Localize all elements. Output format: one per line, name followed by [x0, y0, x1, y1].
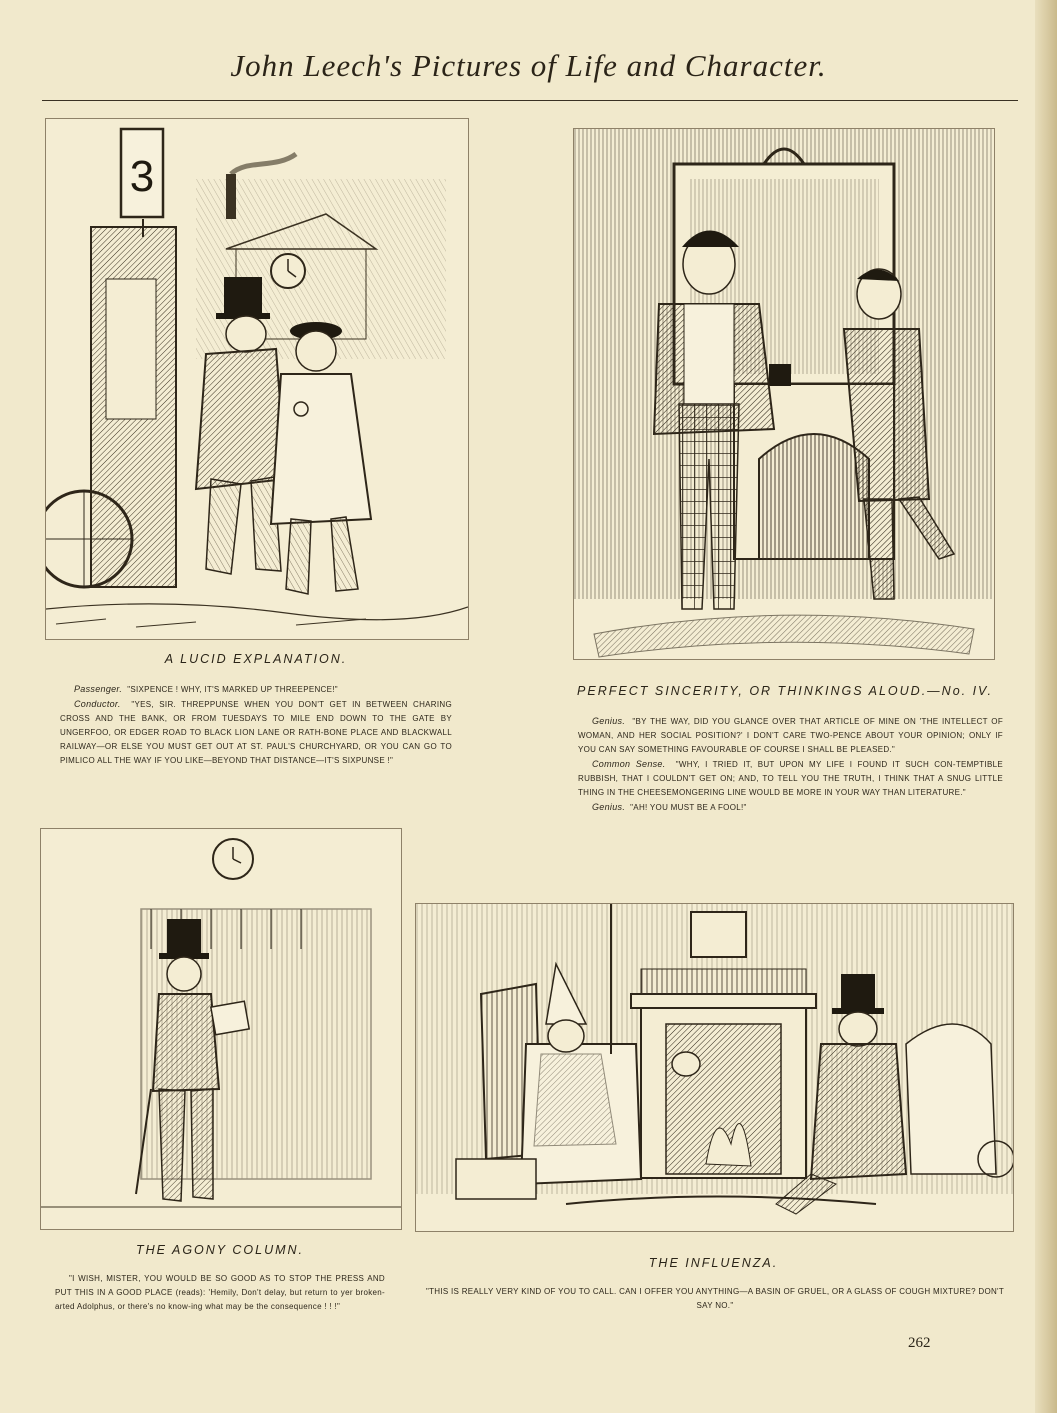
caption-text-influenza: [420, 1285, 1010, 1313]
dialogue-line-genius-2: [578, 800, 1003, 815]
fireside-scene-drawing: [416, 904, 1013, 1231]
omnibus-sign-number: 3: [129, 152, 155, 201]
header-rule: [42, 100, 1018, 101]
caption-title-lucid-explanation: A LUCID EXPLANATION.: [164, 652, 348, 666]
parlour-scene-drawing: [574, 129, 994, 659]
speech-common-sense: "WHY, I TRIED IT, BUT UPON MY LIFE I FOUND IT SUCH CON-TEMPTIBLE RUBBISH, THAT I COULDN'T GET ON; AND, TO TELL YOU THE TRUTH, I THINK THAT A SNUG LITTLE THING IN THE CHEESEMONGERING LINE WOULD BE MORE IN YOUR WAY THAN LITERATURE.": [578, 760, 1003, 797]
dialogue-line-conductor: [60, 697, 452, 768]
page-number: 262: [908, 1335, 931, 1351]
speaker-genius-2: Genius.: [592, 802, 626, 812]
caption-title-perfect-sincerity: PERFECT SINCERITY, OR THINKINGS ALOUD.—No. IV.: [577, 684, 993, 698]
speaker-common-sense: Common Sense.: [592, 759, 666, 769]
dialogue-line-genius-1: [578, 714, 1003, 757]
speaker-genius-1: Genius.: [592, 716, 626, 726]
dialogue-line-passenger: [60, 682, 452, 697]
caption-text-perfect-sincerity: [578, 714, 1003, 815]
speech-genius-2: "AH! YOU MUST BE A FOOL!": [630, 803, 747, 812]
page-edge-shadow: [1035, 0, 1057, 1413]
caption-text-lucid-explanation: [60, 682, 452, 768]
newspaper-office-drawing: [41, 829, 401, 1229]
omnibus-scene-drawing: [46, 119, 468, 639]
caption-title-agony-column: THE AGONY COLUMN.: [135, 1243, 305, 1257]
speech-genius-1: "BY THE WAY, DID YOU GLANCE OVER THAT ARTICLE OF MINE ON 'THE INTELLECT OF WOMAN, AND HER SOCIAL POSITION?' I DON'T CARE TWO-PENCE ABOUT YOUR OPINION; ONLY IF YOU CAN SAY SOMETHING FAVOURABLE OF COURSE I SHALL BE PLEASED.": [578, 717, 1004, 754]
illustration-agony-column: [40, 828, 402, 1230]
page-title: John Leech's Pictures of Life and Character.: [230, 48, 827, 83]
caption-text-agony-column: [55, 1272, 385, 1314]
caption-title-influenza: THE INFLUENZA.: [648, 1256, 779, 1270]
illustration-influenza: [415, 903, 1014, 1232]
speaker-passenger: Passenger.: [74, 684, 123, 694]
speech-passenger: "SIXPENCE ! WHY, IT'S MARKED UP THREEPENCE!": [127, 685, 338, 694]
illustration-lucid-explanation: [45, 118, 469, 640]
influenza-quote: "THIS IS REALLY VERY KIND OF YOU TO CALL. CAN I OFFER YOU ANYTHING—A BASIN OF GRUEL, OR A GLASS OF COUGH MIXTURE? DON'T SAY NO.": [425, 1287, 1005, 1310]
dialogue-line-common-sense: [578, 757, 1003, 800]
speaker-conductor: Conductor.: [74, 699, 121, 709]
speech-conductor: "YES, SIR. THREPPUNSE WHEN YOU DON'T GET IN BETWEEN CHARING CROSS AND THE BANK, OR FROM TUESDAYS TO MILE END DOWN TO THE GATE BY UNGERFOO, OR EDGER ROAD TO BLACK LION LANE OR RATH-BONE PLACE AND BLACKWALL RAILWAY—OR ELSE YOU MUST GET OUT AT ST. PAUL'S CHURCHYARD, OR YOU CAN GO TO PIMLICO ALL THE WAY IF YOU LIKE—BEYOND THAT DISTANCE—IT'S SIXPUNSE !": [60, 700, 453, 765]
agony-column-quote: "I WISH, MISTER, YOU WOULD BE SO GOOD AS TO STOP THE PRESS AND PUT THIS IN A GOOD PLACE (reads): 'Hemily, Don't delay, but return to yer broken-arted Adolphus, or there's no know-ing what may be the consequence ! ! !": [55, 1274, 385, 1311]
illustration-perfect-sincerity: [573, 128, 995, 660]
